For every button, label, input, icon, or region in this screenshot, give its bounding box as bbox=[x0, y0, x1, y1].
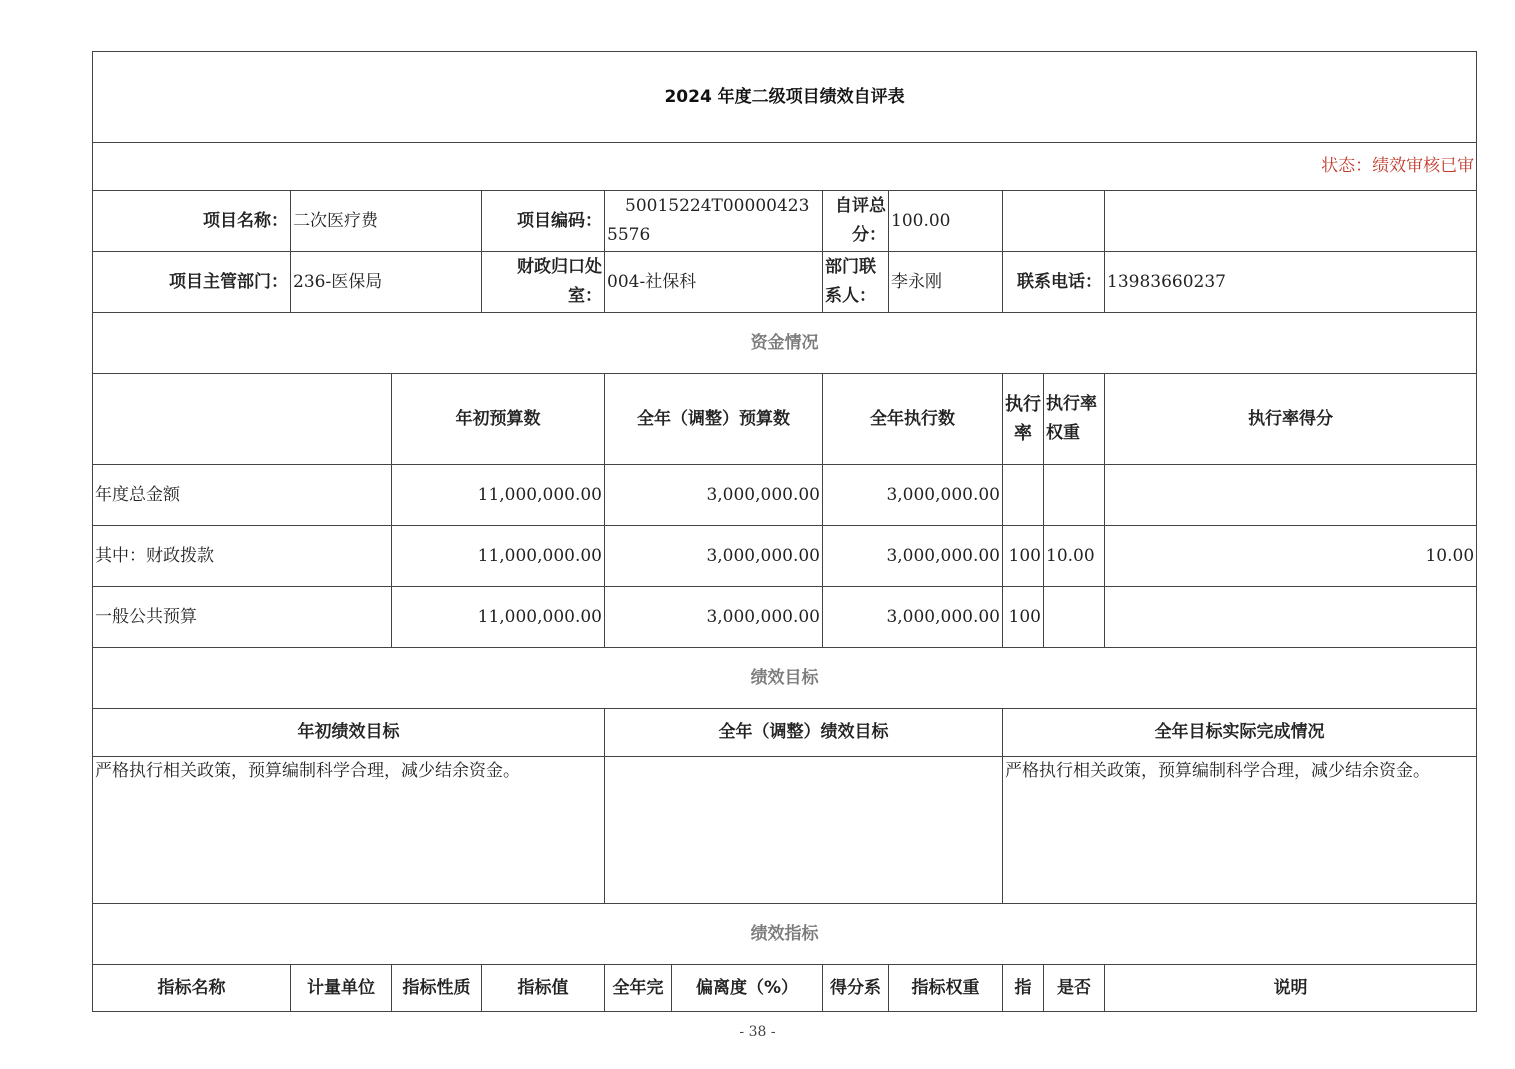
score-header: 执行率得分 bbox=[1105, 374, 1477, 465]
form-table bbox=[92, 51, 1477, 1012]
fund-score bbox=[1105, 587, 1477, 648]
self-score-label: 自评总分： bbox=[823, 191, 889, 252]
indicator-weight-header: 指标权重 bbox=[889, 965, 1003, 1012]
fund-initial: 11,000,000.00 bbox=[392, 465, 605, 526]
indicator-short-header: 指 bbox=[1003, 965, 1044, 1012]
fund-weight: 10.00 bbox=[1044, 526, 1105, 587]
fund-weight bbox=[1044, 465, 1105, 526]
self-score-value: 100.00 bbox=[889, 191, 1003, 252]
indicator-name-header: 指标名称 bbox=[93, 965, 291, 1012]
executed-header: 全年执行数 bbox=[823, 374, 1003, 465]
project-name-label: 项目名称： bbox=[93, 191, 291, 252]
initial-goal-text: 严格执行相关政策，预算编制科学合理，减少结余资金。 bbox=[93, 757, 605, 904]
funds-header-blank bbox=[93, 374, 392, 465]
dept-label: 项目主管部门： bbox=[93, 252, 291, 313]
fund-score: 10.00 bbox=[1105, 526, 1477, 587]
fund-rate: 100 bbox=[1003, 526, 1044, 587]
fund-rate bbox=[1003, 465, 1044, 526]
phone-value: 13983660237 bbox=[1105, 252, 1477, 313]
empty-cell bbox=[1003, 191, 1105, 252]
score-coef-header: 得分系 bbox=[823, 965, 889, 1012]
fund-row-name: 年度总金额 bbox=[93, 465, 392, 526]
finance-office-label: 财政归口处室： bbox=[482, 252, 605, 313]
phone-label: 联系电话： bbox=[1003, 252, 1105, 313]
indicators-section-title: 绩效指标 bbox=[93, 904, 1477, 965]
fund-row-name: 一般公共预算 bbox=[93, 587, 392, 648]
value-header: 指标值 bbox=[482, 965, 605, 1012]
unit-header: 计量单位 bbox=[291, 965, 392, 1012]
table-row bbox=[93, 526, 1477, 587]
fund-rate: 100 bbox=[1003, 587, 1044, 648]
status-text: 状态：绩效审核已审 bbox=[93, 143, 1477, 191]
adjusted-goal-text bbox=[605, 757, 1003, 904]
table-row bbox=[93, 587, 1477, 648]
dept-value: 236-医保局 bbox=[291, 252, 482, 313]
fund-adjusted: 3,000,000.00 bbox=[605, 526, 823, 587]
fund-adjusted: 3,000,000.00 bbox=[605, 465, 823, 526]
empty-cell bbox=[1105, 191, 1477, 252]
performance-evaluation-form bbox=[92, 51, 1476, 1011]
project-code-value: 50015224T000004235576 bbox=[607, 196, 810, 245]
project-code-cell bbox=[605, 191, 823, 252]
initial-budget-header: 年初预算数 bbox=[392, 374, 605, 465]
contact-value: 李永刚 bbox=[889, 252, 1003, 313]
fund-score bbox=[1105, 465, 1477, 526]
finance-office-value: 004-社保科 bbox=[605, 252, 823, 313]
project-code-label: 项目编码： bbox=[482, 191, 605, 252]
nature-header: 指标性质 bbox=[392, 965, 482, 1012]
description-header: 说明 bbox=[1105, 965, 1477, 1012]
adjusted-budget-header: 全年（调整）预算数 bbox=[605, 374, 823, 465]
fund-weight bbox=[1044, 587, 1105, 648]
fund-adjusted: 3,000,000.00 bbox=[605, 587, 823, 648]
actual-goal-text: 严格执行相关政策，预算编制科学合理，减少结余资金。 bbox=[1003, 757, 1477, 904]
fund-row-name: 其中：财政拨款 bbox=[93, 526, 392, 587]
rate-header: 执行率 bbox=[1003, 374, 1044, 465]
actual-goal-header: 全年目标实际完成情况 bbox=[1003, 709, 1477, 757]
table-row bbox=[93, 465, 1477, 526]
contact-label: 部门联系人： bbox=[823, 252, 889, 313]
initial-goal-header: 年初绩效目标 bbox=[93, 709, 605, 757]
page-number: - 38 - bbox=[739, 1024, 776, 1040]
deviation-header: 偏离度（%） bbox=[672, 965, 823, 1012]
fund-initial: 11,000,000.00 bbox=[392, 587, 605, 648]
project-name-value: 二次医疗费 bbox=[291, 191, 482, 252]
adjusted-goal-header: 全年（调整）绩效目标 bbox=[605, 709, 1003, 757]
form-title: 2024 年度二级项目绩效自评表 bbox=[93, 52, 1477, 143]
fund-executed: 3,000,000.00 bbox=[823, 465, 1003, 526]
goals-section-title: 绩效目标 bbox=[93, 648, 1477, 709]
funds-section-title: 资金情况 bbox=[93, 313, 1477, 374]
whether-header: 是否 bbox=[1044, 965, 1105, 1012]
completion-header: 全年完 bbox=[605, 965, 672, 1012]
fund-initial: 11,000,000.00 bbox=[392, 526, 605, 587]
fund-executed: 3,000,000.00 bbox=[823, 587, 1003, 648]
weight-header: 执行率权重 bbox=[1044, 374, 1105, 465]
fund-executed: 3,000,000.00 bbox=[823, 526, 1003, 587]
